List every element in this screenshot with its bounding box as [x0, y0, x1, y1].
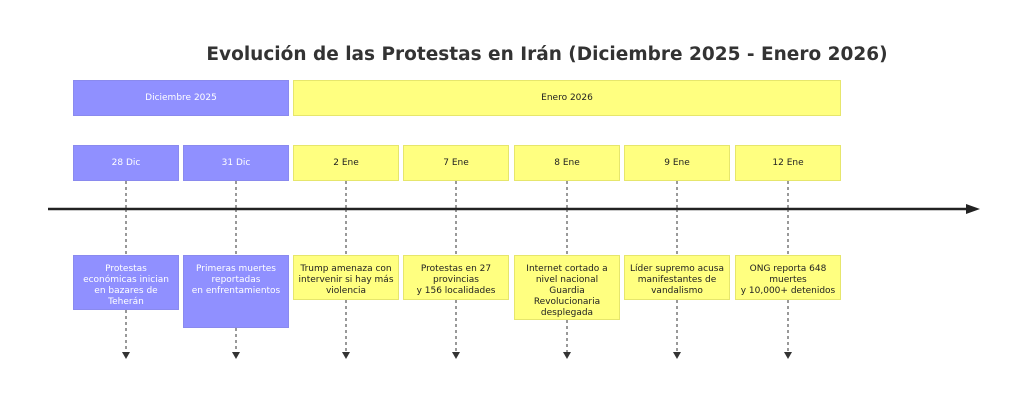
period-connectors [126, 181, 788, 209]
event-box-8-ene: Internet cortado a nivel nacional Guardia Revolucionaria desplegada [514, 255, 620, 320]
period-box-28-dic: 28 Dic [73, 145, 179, 181]
event-box-2-ene: Trump amenaza con intervenir si hay más violencia [293, 255, 399, 300]
event-box-7-ene: Protestas en 27 provincias y 156 localidades [403, 255, 509, 300]
period-box-9-ene: 9 Ene [624, 145, 730, 181]
period-box-2-ene: 2 Ene [293, 145, 399, 181]
event-box-28-dic: Protestas económicas inician en bazares de Teherán [73, 255, 179, 310]
event-box-9-ene: Líder supremo acusa manifestantes de vandalismo [624, 255, 730, 300]
timeline-arrowhead [966, 204, 980, 214]
diagram-title: Evolución de las Protestas en Irán (Diciembre 2025 - Enero 2026) [206, 44, 888, 65]
period-box-8-ene: 8 Ene [514, 145, 620, 181]
period-box-7-ene: 7 Ene [403, 145, 509, 181]
event-connectors-upper [126, 209, 788, 255]
event-box-31-dic: Primeras muertes reportadas en enfrentamientos [183, 255, 289, 328]
period-box-12-ene: 12 Ene [735, 145, 841, 181]
event-box-12-ene: ONG reporta 648 muertes y 10,000+ detenidos [735, 255, 841, 300]
section-header-diciembre: Diciembre 2025 [73, 80, 289, 116]
event-arrowheads [122, 352, 792, 359]
period-box-31-dic: 31 Dic [183, 145, 289, 181]
section-header-enero: Enero 2026 [293, 80, 841, 116]
